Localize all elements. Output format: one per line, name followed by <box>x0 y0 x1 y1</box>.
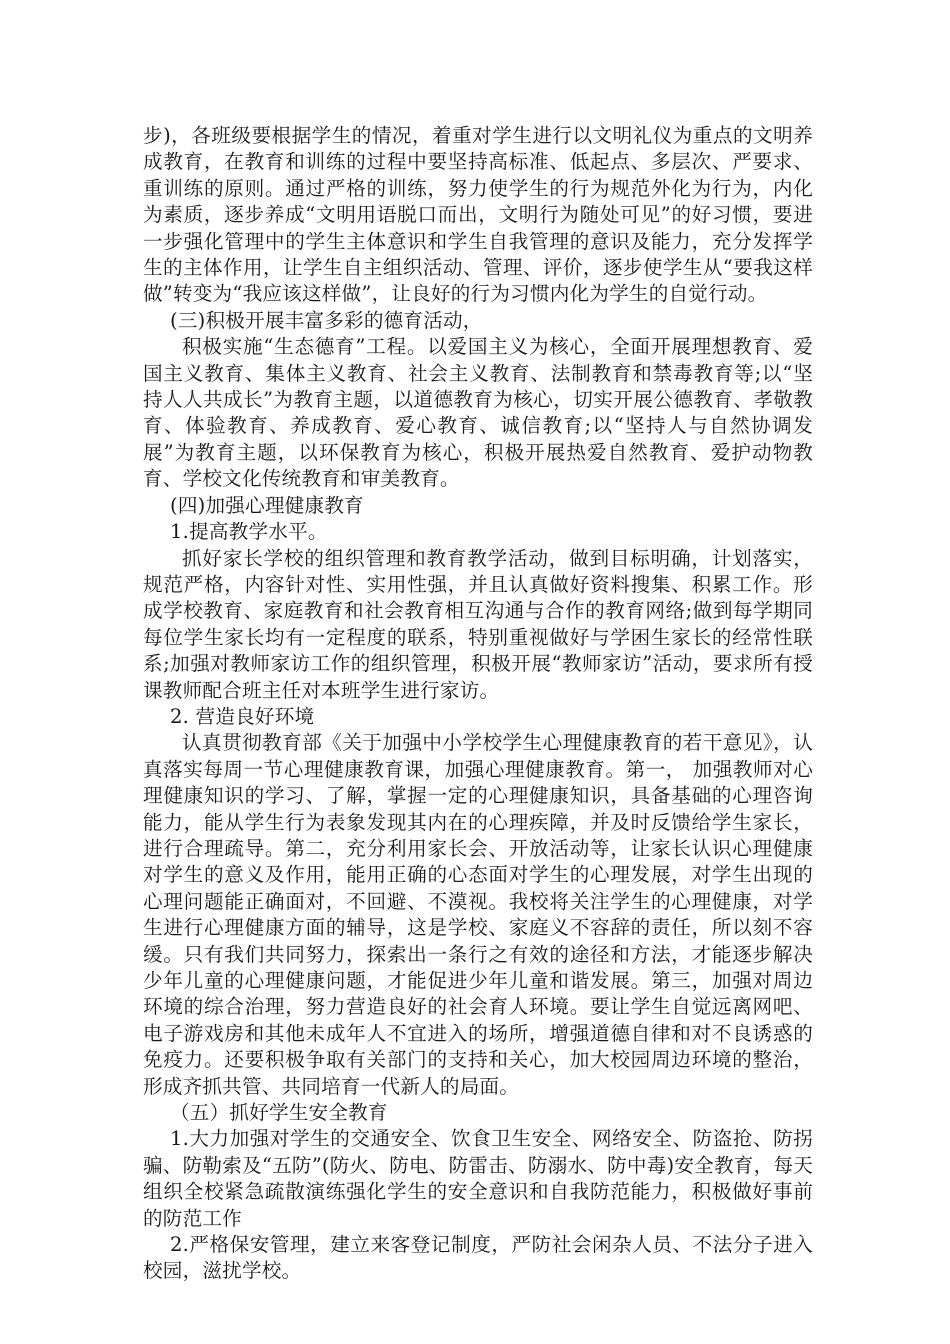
subheading-teaching-level: 1.提高教学水平。 <box>170 520 328 544</box>
heading-mental-health: (四)加强心理健康教育 <box>170 493 364 517</box>
document-page <box>143 123 813 1285</box>
paragraph-mental-health-education: 认真贯彻教育部《关于加强中小学校学生心理健康教育的若干意见》，认真落实每周一节心理健康教育课，加强心理健康教育。第一， 加强教师对心理健康知识的学习、了解，掌握一定的心理健康知识，具备基础的心理咨询能力，能从学生行为表象发现其内在的心理疾障，并及时反馈给学生家长，进行合理疏导。第二，充分利用家长会、开放活动等，让家长认识心理健康对学生的意义及作用，能用正确的心态面对学生的心理发展，对学生出现的心理问题能正确面对，不回避、不漠视。我校将关注学生的心理健康，对学生进行心理健康方面的辅导，这是学校、家庭义不容辞的责任，所以刻不容缓。只有我们共同努力，探索出一条行之有效的途径和方法，才能逐步解决少年儿童的心理健康问题，才能促进少年儿童和谐发展。第三，加强对周边环境的综合治理，努力营造良好的社会育人环境。要让学生自觉远离网吧、电子游戏房和其他未成年人不宜进入的场所，增强道德自律和对不良诱惑的免疫力。还要积极争取有关部门的支持和关心，加大校园周边环境的整治，形成齐抓共管、共同培育一代新人的局面。 <box>143 731 813 1098</box>
paragraph-parent-school: 抓好家长学校的组织管理和教育教学活动，做到目标明确，计划落实，规范严格，内容针对性、实用性强，并且认真做好资料搜集、积累工作。形成学校教育、家庭教育和社会教育相互沟通与合作的教育网络;做到每学期同每位学生家长均有一定程度的联系，特别重视做好与学困生家长的经常性联系;加强对教师家访工作的组织管理，积极开展“教师家访”活动，要求所有授课教师配合班主任对本班学生进行家访。 <box>143 546 813 702</box>
subheading-good-environment: 2. 营造良好环境 <box>170 704 315 728</box>
paragraph-safety-item-1: 1.大力加强对学生的交通安全、饮食卫生安全、网络安全、防盗抢、防拐骗、防勒索及“五防”(防火、防电、防雷击、防溺水、防中毒)安全教育，每天组织全校紧急疏散演练强化学生的安全意识和自我防范能力，积极做好事前的防范工作 <box>143 1127 813 1230</box>
heading-safety-education: （五）抓好学生安全教育 <box>170 1101 388 1125</box>
heading-moral-activities: (三)积极开展丰富多彩的德育活动， <box>170 308 483 332</box>
paragraph-behavior-habits: 步)，各班级要根据学生的情况，着重对学生进行以文明礼仪为重点的文明养成教育，在教育和训练的过程中要坚持高标准、低起点、多层次、严要求、重训练的原则。通过严格的训练，努力使学生的行为规范外化为行为，内化为素质，逐步养成“文明用语脱口而出，文明行为随处可见”的好习惯，要进一步强化管理中的学生主体意识和学生自我管理的意识及能力，充分发挥学生的主体作用，让学生自主组织活动、管理、评价，逐步使学生从“要我这样做”转变为“我应该这样做”，让良好的行为习惯内化为学生的自觉行动。 <box>143 124 813 306</box>
paragraph-ecological-moral: 积极实施“生态德育”工程。以爱国主义为核心，全面开展理想教育、爱国主义教育、集体主义教育、社会主义教育、法制教育和禁毒教育等;以“坚持人人共成长”为教育主题，以道德教育为核心，切实开展公德教育、孝敬教育、体验教育、养成教育、爱心教育、诚信教育;以“坚持人与自然协调发展”为教育主题，以环保教育为核心，积极开展热爱自然教育、爱护动物教育、学校文化传统教育和审美教育。 <box>143 335 813 491</box>
paragraph-safety-item-2: 2.严格保安管理，建立来客登记制度，严防社会闲杂人员、不法分子进入校园，滋扰学校。 <box>143 1233 813 1283</box>
